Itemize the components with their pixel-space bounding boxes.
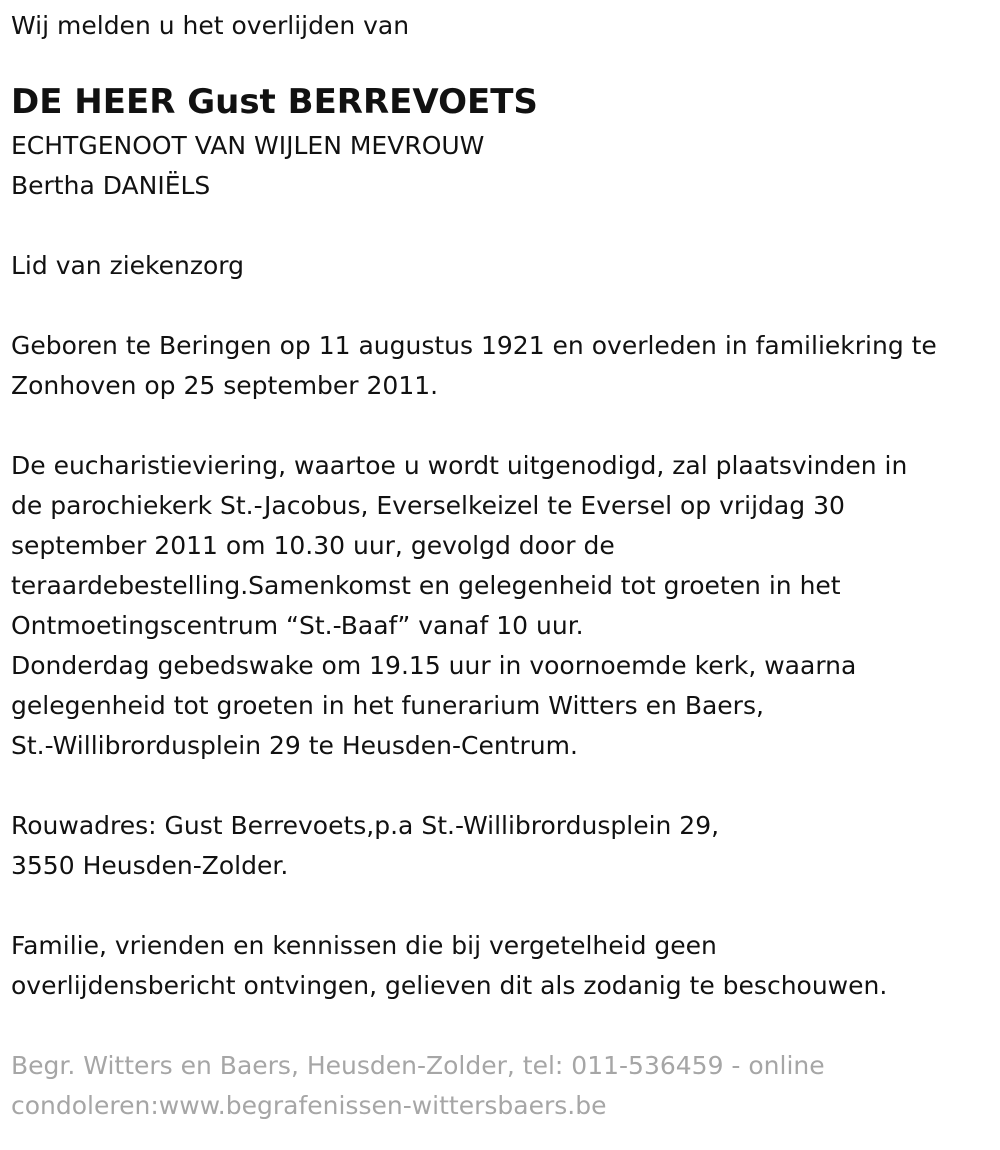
footer-line: Begr. Witters en Baers, Heusden-Zolder, tel: 011-536459 - online xyxy=(11,1051,825,1080)
footer-line: condoleren:www.begrafenissen-wittersbaers.be xyxy=(11,1091,607,1120)
funeral-home-footer xyxy=(11,1046,986,1126)
paragraph-line: Zonhoven op 25 september 2011. xyxy=(11,371,439,400)
membership-text: Lid van ziekenzorg xyxy=(11,251,244,280)
intro-text: Wij melden u het overlijden van xyxy=(11,11,410,40)
paragraph-line: overlijdensbericht ontvingen, gelieven dit als zodanig te beschouwen. xyxy=(11,971,888,1000)
spacer xyxy=(11,286,986,326)
spacer xyxy=(11,406,986,446)
paragraph-line: St.-Willibrordusplein 29 te Heusden-Centrum. xyxy=(11,731,578,760)
spacer xyxy=(11,766,986,806)
paragraph-line: Familie, vrienden en kennissen die bij vergetelheid geen xyxy=(11,931,717,960)
paragraph-line: 3550 Heusden-Zolder. xyxy=(11,851,289,880)
paragraph-line: Ontmoetingscentrum “St.-Baaf” vanaf 10 uur. xyxy=(11,611,584,640)
spacer xyxy=(11,206,986,246)
paragraph-line: teraardebestelling.Samenkomst en gelegenheid tot groeten in het xyxy=(11,571,841,600)
spacer xyxy=(11,886,986,926)
spouse-name: Bertha DANIËLS xyxy=(11,171,211,200)
paragraph-line: gelegenheid tot groeten in het funerarium Witters en Baers, xyxy=(11,691,764,720)
notice-paragraph xyxy=(11,926,986,1006)
spacer xyxy=(11,1006,986,1046)
paragraph-line: Geboren te Beringen op 11 augustus 1921 en overleden in familiekring te xyxy=(11,331,937,360)
ceremony-paragraph xyxy=(11,446,986,766)
birth-death-paragraph xyxy=(11,326,986,406)
paragraph-line: Rouwadres: Gust Berrevoets,p.a St.-Willibrordusplein 29, xyxy=(11,811,720,840)
deceased-name: DE HEER Gust BERREVOETS xyxy=(11,82,538,122)
spouse-line: ECHTGENOOT VAN WIJLEN MEVROUW xyxy=(11,131,485,160)
address-paragraph xyxy=(11,806,986,886)
paragraph-line: september 2011 om 10.30 uur, gevolgd door de xyxy=(11,531,615,560)
spouse-block xyxy=(11,126,986,206)
paragraph-line: de parochiekerk St.-Jacobus, Everselkeizel te Eversel op vrijdag 30 xyxy=(11,491,845,520)
paragraph-line: Donderdag gebedswake om 19.15 uur in voornoemde kerk, waarna xyxy=(11,651,857,680)
paragraph-line: De eucharistieviering, waartoe u wordt uitgenodigd, zal plaatsvinden in xyxy=(11,451,908,480)
